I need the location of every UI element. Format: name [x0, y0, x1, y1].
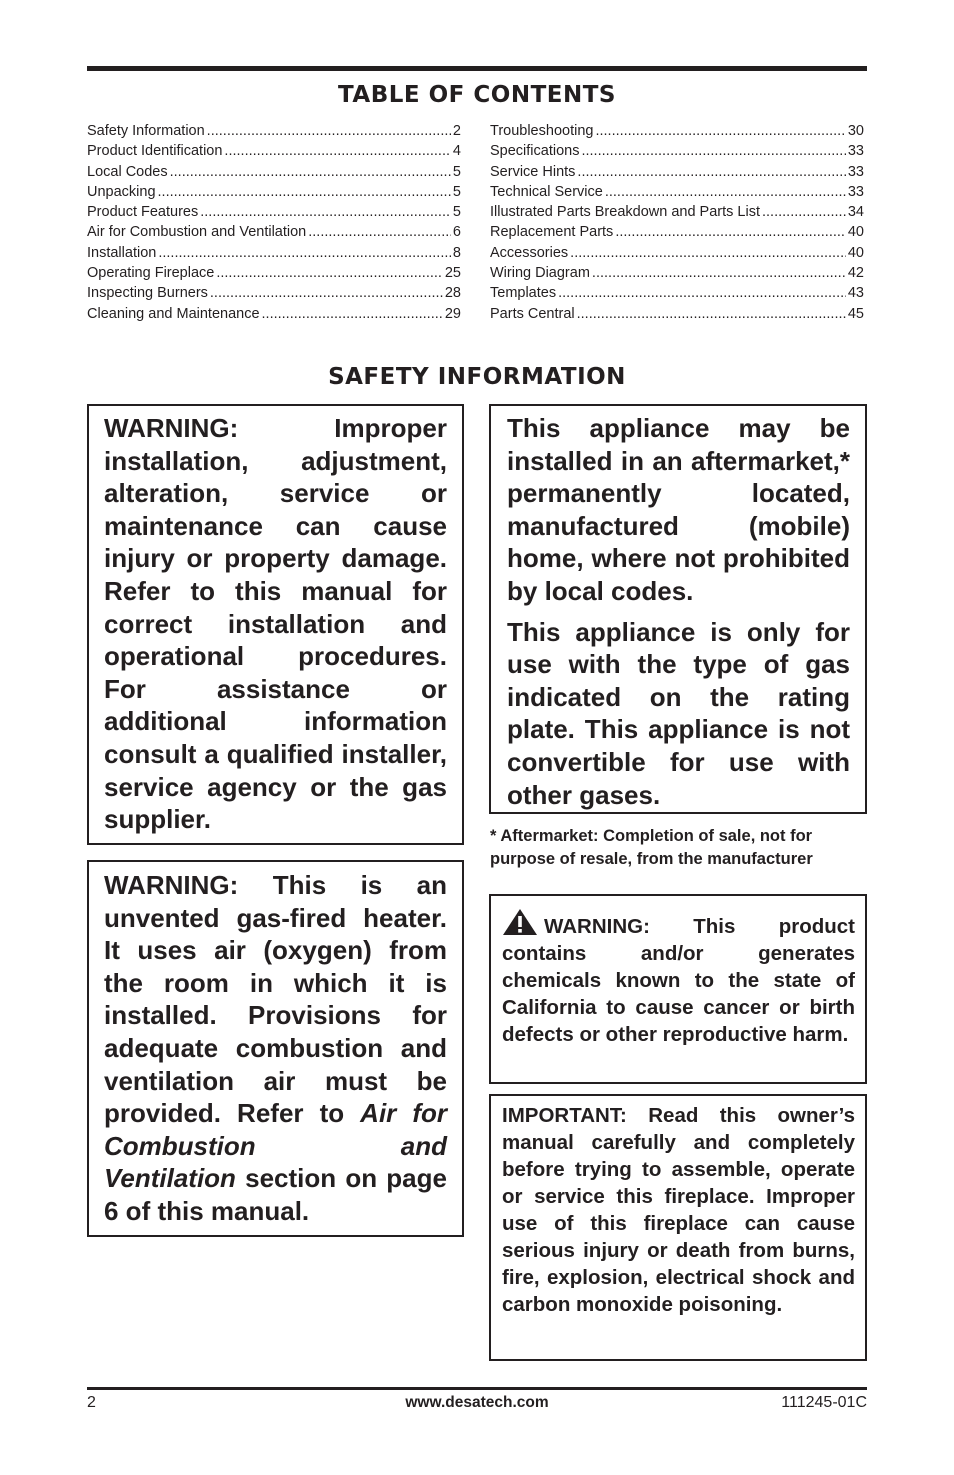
toc-dot-leader	[216, 263, 443, 283]
toc-left-column	[87, 121, 461, 324]
bottom-rule	[87, 1387, 867, 1390]
toc-entry-page: 5	[452, 183, 461, 200]
toc-entry-page: 5	[452, 204, 461, 221]
toc-entry-page: 40	[847, 244, 864, 261]
top-rule	[87, 66, 867, 71]
toc-entry-title: Safety Information	[87, 123, 205, 139]
toc-dot-leader	[262, 304, 443, 324]
toc-entry[interactable]	[87, 141, 461, 161]
toc-entry-page: 8	[452, 244, 461, 261]
toc-entry-title: Local Codes	[87, 163, 168, 180]
toc-entry-page: 6	[452, 224, 461, 241]
warning-improper-installation-text: WARNING: Improper installation, adjustment, alteration, service or maintenance can cause injury or property damage. Refer to this manual for correct installation and operational procedures. For assistance or additional information consult a qualified installer, service agency or the gas supplier.	[104, 413, 447, 835]
toc-entry[interactable]	[490, 202, 864, 222]
toc-entry[interactable]	[490, 263, 864, 283]
toc-entry-page: 43	[847, 285, 864, 302]
toc-entry-title: Troubleshooting	[490, 123, 594, 139]
toc-dot-leader	[762, 202, 846, 222]
toc-entry-page: 25	[444, 265, 461, 282]
toc-dot-leader	[577, 162, 845, 182]
air-combustion-section-reference: Air for Combustion and Ventilation	[104, 1098, 447, 1194]
toc-dot-leader	[224, 141, 451, 161]
warning-unvented-text-a: WARNING: This is an unvented gas-fired heater. It uses air (oxygen) from the room in which it is installed. Provisions for adequate combustion and ventilation air must be provided. Refer to	[104, 870, 447, 1129]
toc-entry-page: 5	[452, 163, 461, 180]
toc-entry[interactable]	[490, 141, 864, 161]
toc-entry-title: Parts Central	[490, 305, 575, 322]
california-warning-box	[489, 894, 867, 1084]
toc-entry[interactable]	[490, 304, 864, 324]
toc-entry[interactable]	[87, 283, 461, 303]
toc-entry-title: Service Hints	[490, 163, 576, 180]
toc-entry-page: 4	[452, 143, 461, 160]
toc-entry-title: Accessories	[490, 244, 569, 261]
safety-title: SAFETY INFORMATION	[328, 364, 626, 390]
toc-entry[interactable]	[490, 283, 864, 303]
california-warning-body: WARNING: This product contains and/or generates chemicals known to the state of California to cause cancer or birth defects or other reproductive harm.	[502, 915, 855, 1046]
toc-entry-title: Product Features	[87, 204, 199, 221]
toc-entry-page: 30	[847, 123, 864, 139]
warning-triangle-icon	[502, 908, 538, 936]
toc-entry-title: Technical Service	[490, 183, 603, 200]
toc-entry-page: 28	[444, 285, 461, 302]
toc-dot-leader	[581, 141, 845, 161]
toc-entry-title: Specifications	[490, 143, 580, 160]
important-notice-text: IMPORTANT: Read this owner’s manual carefully and completely before trying to assemble, operate or service this fireplace. Improper use of this fireplace can cause serious injury or death from burns, fire, explosion, electrical shock and carbon monoxide poisoning.	[502, 1104, 855, 1316]
warning-unvented-heater-text	[104, 869, 447, 1228]
toc-entry-title: Air for Combustion and Ventilation	[87, 224, 307, 241]
toc-entry-page: 40	[847, 224, 864, 241]
website-link[interactable]: www.desatech.com	[405, 1394, 549, 1411]
mobile-home-info-text: This appliance may be installed in an aftermarket,* permanently located, manufactured (mobile) home, where not prohibited by local codes.	[507, 413, 850, 606]
california-warning-text	[502, 908, 855, 1048]
toc-entry-title: Templates	[490, 285, 557, 302]
toc-entry[interactable]	[87, 263, 461, 283]
toc-entry[interactable]	[87, 222, 461, 242]
toc-dot-leader	[200, 202, 451, 222]
gas-type-info-text: This appliance is only for use with the type of gas indicated on the rating plate. This appliance is not convertible for use with other gases.	[507, 616, 850, 810]
toc-dot-leader	[605, 182, 846, 202]
toc-dot-leader	[308, 222, 451, 242]
toc-title: TABLE OF CONTENTS	[338, 82, 616, 108]
toc-entry-title: Replacement Parts	[490, 224, 614, 241]
document-number: 111245-01C	[781, 1394, 867, 1411]
toc-entry-title: Operating Fireplace	[87, 265, 215, 282]
toc-entry[interactable]	[87, 243, 461, 263]
toc-dot-leader	[595, 121, 845, 141]
toc-dot-leader	[207, 121, 451, 141]
warning-unvented-text-b: section on page 6 of this manual.	[104, 1163, 447, 1226]
toc-dot-leader	[558, 283, 846, 303]
toc-entry[interactable]	[490, 243, 864, 263]
appliance-info-box	[489, 404, 867, 814]
warning-improper-installation-box	[87, 404, 464, 845]
toc-dot-leader	[615, 222, 846, 242]
toc-entry-title: Product Identification	[87, 143, 223, 160]
toc-dot-leader	[158, 182, 451, 202]
toc-entry[interactable]	[87, 182, 461, 202]
page-number: 2	[87, 1394, 96, 1411]
toc-right-column	[490, 121, 864, 324]
toc-dot-leader	[158, 243, 451, 263]
toc-entry[interactable]	[87, 202, 461, 222]
warning-unvented-heater-box	[87, 860, 464, 1237]
toc-entry-title: Wiring Diagram	[490, 265, 590, 282]
toc-entry-page: 34	[847, 204, 864, 221]
toc-entry[interactable]	[87, 121, 461, 141]
toc-entry-title: Installation	[87, 244, 157, 261]
toc-entry[interactable]	[490, 162, 864, 182]
toc-entry[interactable]	[490, 182, 864, 202]
toc-entry-page: 29	[444, 305, 461, 322]
toc-dot-leader	[210, 283, 443, 303]
toc-dot-leader	[592, 263, 846, 283]
toc-dot-leader	[170, 162, 451, 182]
toc-entry-page: 42	[847, 265, 864, 282]
toc-entry-title: Inspecting Burners	[87, 285, 208, 302]
toc-entry-title: Illustrated Parts Breakdown and Parts List	[490, 204, 760, 221]
toc-dot-leader	[577, 304, 846, 324]
toc-entry-title: Cleaning and Maintenance	[87, 305, 260, 322]
toc-entry-page: 33	[847, 163, 864, 180]
important-notice-box	[489, 1094, 867, 1361]
toc-entry[interactable]	[490, 121, 864, 141]
toc-entry-page: 2	[452, 123, 461, 139]
toc-entry-page: 45	[847, 305, 864, 322]
toc-entry-page: 33	[847, 183, 864, 200]
toc-entry[interactable]	[490, 222, 864, 242]
aftermarket-footnote: * Aftermarket: Completion of sale, not for purpose of resale, from the manufacturer	[490, 827, 813, 868]
toc-dot-leader	[570, 243, 846, 263]
toc-entry-page: 33	[847, 143, 864, 160]
toc-entry[interactable]	[87, 304, 461, 324]
toc-entry-title: Unpacking	[87, 183, 156, 200]
toc-entry[interactable]	[87, 162, 461, 182]
